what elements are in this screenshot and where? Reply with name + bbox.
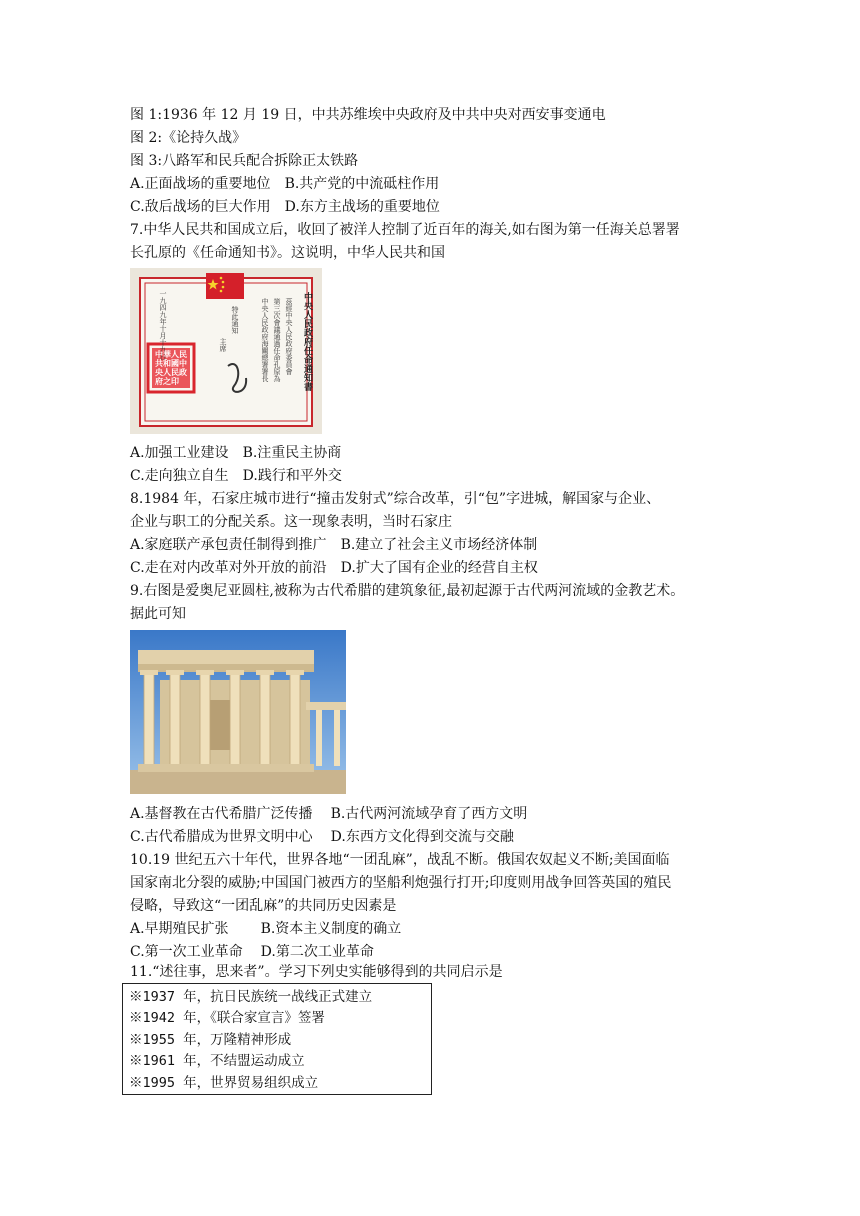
ionic-column-temple-image bbox=[130, 630, 346, 794]
q7-stem-line1: 7.中华人民共和国成立后，收回了被洋人控制了近百年的海关,如右图为第一任海关总署署 bbox=[130, 222, 680, 238]
q8-options-row1 bbox=[130, 534, 537, 556]
q8-option-c: C.走在对内改革对外开放的前沿 bbox=[130, 560, 327, 576]
temple-graphic bbox=[130, 630, 346, 794]
q6-option-c: C.敌后战场的巨大作用 bbox=[130, 199, 271, 215]
q10-stem-line2: 国家南北分裂的威胁;中国国门被西方的坚船利炮强行打开;印度则用战争回答英国的殖民 bbox=[130, 875, 672, 891]
q10-option-b: B.资本主义制度的确立 bbox=[260, 921, 402, 937]
q11-fact-3: ※1955 年，万隆精神形成 bbox=[129, 1032, 292, 1048]
q9-stem-line2: 据此可知 bbox=[130, 606, 186, 622]
q8-option-b: B.建立了社会主义市场经济体制 bbox=[340, 537, 538, 553]
q6-options-row1 bbox=[130, 173, 439, 195]
certificate-title: 中央人民政府任命通知書 bbox=[302, 292, 312, 391]
certificate-date: 一九四九年十月十九日 bbox=[159, 290, 167, 360]
q10-options-row1 bbox=[130, 918, 401, 940]
certificate-body-line2: 第三次會議通過任命孔原為 bbox=[273, 298, 281, 382]
q11-stem-line1: 11.“述往事，思来者”。学习下列史实能够得到的共同启示是 bbox=[130, 964, 503, 980]
q7-stem-line2: 长孔原的《任命通知书》。这说明，中华人民共和国 bbox=[130, 245, 445, 261]
q7-option-b: B.注重民主协商 bbox=[242, 445, 342, 461]
q6-option-d: D.东方主战场的重要地位 bbox=[284, 199, 440, 215]
q9-option-b: B.古代两河流域孕育了西方文明 bbox=[330, 806, 528, 822]
q9-option-d: D.东西方文化得到交流与交融 bbox=[330, 829, 514, 845]
q10-options-row2 bbox=[130, 941, 374, 963]
q10-option-c: C.第一次工业革命 bbox=[130, 944, 243, 960]
q10-stem-line3: 侵略，导致这“一团乱麻”的共同历史因素是 bbox=[130, 898, 397, 914]
q11-fact-4: ※1961 年，不结盟运动成立 bbox=[129, 1053, 305, 1069]
q6-option-a: A.正面战场的重要地位 bbox=[130, 176, 271, 192]
q10-option-d: D.第二次工业革命 bbox=[260, 944, 374, 960]
q9-option-a: A.基督教在古代希腊广泛传播 bbox=[130, 806, 313, 822]
q11-fact-1: ※1937 年，抗日民族统一战线正式建立 bbox=[129, 989, 373, 1005]
figure-3-caption: 图 3:八路军和民兵配合拆除正太铁路 bbox=[130, 153, 359, 169]
q11-facts-box bbox=[122, 983, 432, 1095]
q7-option-c: C.走向独立自生 bbox=[130, 468, 229, 484]
q8-stem-line2: 企业与职工的分配关系。这一现象表明，当时石家庄 bbox=[130, 514, 452, 530]
q9-option-c: C.古代希腊成为世界文明中心 bbox=[130, 829, 313, 845]
figure-2-caption: 图 2:《论持久战》 bbox=[130, 130, 247, 146]
figure-1-caption: 图 1:1936 年 12 月 19 日，中共苏维埃中央政府及中共中央对西安事变通电 bbox=[130, 107, 606, 123]
q7-option-d: D.践行和平外交 bbox=[242, 468, 342, 484]
q7-option-a: A.加强工业建设 bbox=[130, 445, 229, 461]
q10-stem-line1: 10.19 世纪五六十年代，世界各地“一团乱麻”，战乱不断。俄国农奴起义不断;美国面临 bbox=[130, 852, 670, 868]
certificate-body-line1: 茲經中央人民政府委員會 bbox=[285, 298, 293, 375]
certificate-body-line3: 中央人民政府海關總署署長 bbox=[261, 298, 269, 382]
q9-stem-line1: 9.右图是爱奥尼亚圆柱,被称为古代希腊的建筑象征,最初起源于古代两河流域的金教艺术。 bbox=[130, 583, 685, 599]
q10-option-a: A.早期殖民扩张 bbox=[130, 921, 229, 937]
certificate-notice: 特此通知 bbox=[231, 306, 239, 334]
q7-options-row2 bbox=[130, 465, 342, 487]
q8-option-a: A.家庭联产承包责任制得到推广 bbox=[130, 537, 327, 553]
q6-options-row2 bbox=[130, 196, 440, 218]
q9-options-row2 bbox=[130, 826, 514, 848]
q11-fact-2: ※1942 年，《联合家宣言》签署 bbox=[129, 1010, 325, 1026]
certificate-chair: 主席 bbox=[219, 338, 227, 352]
q9-options-row1 bbox=[130, 803, 527, 825]
q8-options-row2 bbox=[130, 557, 538, 579]
q8-option-d: D.扩大了国有企业的经营自主权 bbox=[340, 560, 538, 576]
q8-stem-line1: 8.1984 年，石家庄城市进行“撞击发射式”综合改革，引“包”字进城，解国家与企业、 bbox=[130, 491, 661, 507]
q11-fact-5: ※1995 年，世界贸易组织成立 bbox=[129, 1075, 319, 1091]
q7-options-row1 bbox=[130, 442, 341, 464]
certificate-seal-text: 中華人民共和國中央人民政府之印 bbox=[155, 350, 187, 386]
appointment-certificate-image bbox=[130, 268, 322, 434]
q6-option-b: B.共产党的中流砥柱作用 bbox=[284, 176, 440, 192]
